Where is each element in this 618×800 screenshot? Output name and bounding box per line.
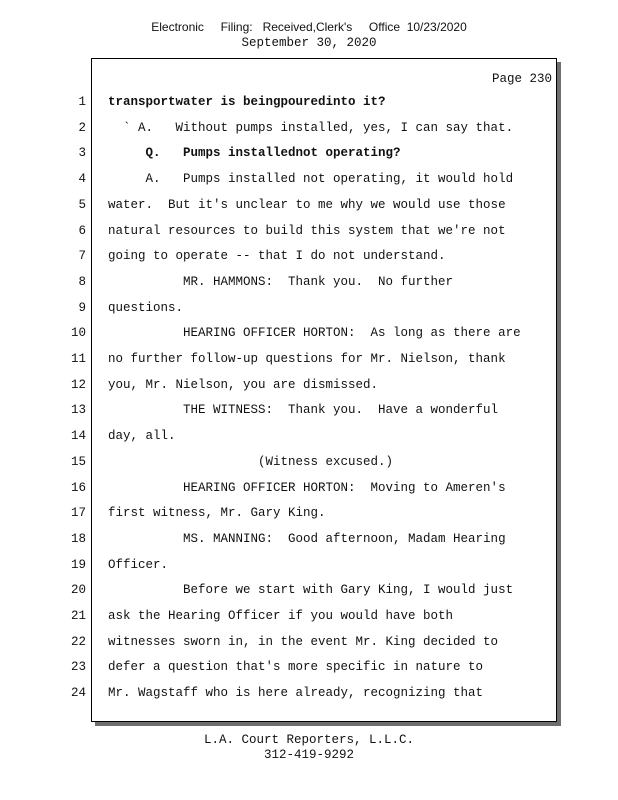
line-text: defer a question that's more specific in nature to — [108, 660, 484, 674]
line-text: day, all. — [108, 429, 176, 443]
line-number: 10 — [70, 326, 86, 340]
line-number: 14 — [70, 429, 86, 443]
line-text: no further follow-up questions for Mr. Nielson, thank — [108, 352, 506, 366]
line-number: 2 — [78, 121, 86, 135]
line-text: Q. Pumps installednot operating? — [108, 146, 401, 160]
reporter-company: L.A. Court Reporters, L.L.C. — [203, 733, 415, 747]
line-text: Before we start with Gary King, I would just — [108, 583, 514, 597]
line-number: 6 — [78, 224, 86, 238]
line-number: 18 — [70, 532, 86, 546]
line-text: witnesses sworn in, in the event Mr. King decided to — [108, 635, 499, 649]
line-text: going to operate -- that I do not understand. — [108, 249, 446, 263]
line-number: 3 — [78, 146, 86, 160]
line-number: 5 — [78, 198, 86, 212]
line-number: 8 — [78, 275, 86, 289]
page-number: Page 230 — [491, 72, 552, 86]
line-text: you, Mr. Nielson, you are dismissed. — [108, 378, 379, 392]
line-number: 17 — [70, 506, 86, 520]
line-text: MS. MANNING: Good afternoon, Madam Hearing — [108, 532, 506, 546]
line-number: 16 — [70, 481, 86, 495]
line-text: first witness, Mr. Gary King. — [108, 506, 326, 520]
transcript-date: September 30, 2020 — [241, 36, 377, 50]
line-number: 11 — [70, 352, 86, 366]
line-text: questions. — [108, 301, 184, 315]
line-number: 20 — [70, 583, 86, 597]
line-number: 21 — [70, 609, 86, 623]
line-number: 1 — [78, 95, 86, 109]
line-number: 22 — [70, 635, 86, 649]
line-text: HEARING OFFICER HORTON: Moving to Ameren's — [108, 481, 506, 495]
line-number: 12 — [70, 378, 86, 392]
line-text: (Witness excused.) — [108, 455, 394, 469]
line-text: A. Pumps installed not operating, it would hold — [108, 172, 514, 186]
line-text: HEARING OFFICER HORTON: As long as there are — [108, 326, 521, 340]
line-number: 7 — [78, 249, 86, 263]
line-text: Officer. — [108, 558, 169, 572]
footer — [0, 733, 618, 763]
line-number: 19 — [70, 558, 86, 572]
line-number: 9 — [78, 301, 86, 315]
line-number: 24 — [70, 686, 86, 700]
reporter-phone: 312-419-9292 — [263, 748, 354, 762]
line-text: Mr. Wagstaff who is here already, recognizing that — [108, 686, 484, 700]
line-text: water. But it's unclear to me why we would use those — [108, 198, 506, 212]
line-text: ask the Hearing Officer if you would have both — [108, 609, 454, 623]
line-text: natural resources to build this system that we're not — [108, 224, 506, 238]
line-text: ` A. Without pumps installed, yes, I can say that. — [108, 121, 514, 135]
line-text: THE WITNESS: Thank you. Have a wonderful — [108, 403, 499, 417]
line-number: 23 — [70, 660, 86, 674]
line-text: transportwater is beingpouredinto it? — [108, 95, 386, 109]
line-text: MR. HAMMONS: Thank you. No further — [108, 275, 454, 289]
filing-stamp: Electronic Filing: Received,Clerk's Office 10/23/2020 — [151, 20, 467, 34]
line-number: 13 — [70, 403, 86, 417]
line-number: 4 — [78, 172, 86, 186]
line-number: 15 — [70, 455, 86, 469]
